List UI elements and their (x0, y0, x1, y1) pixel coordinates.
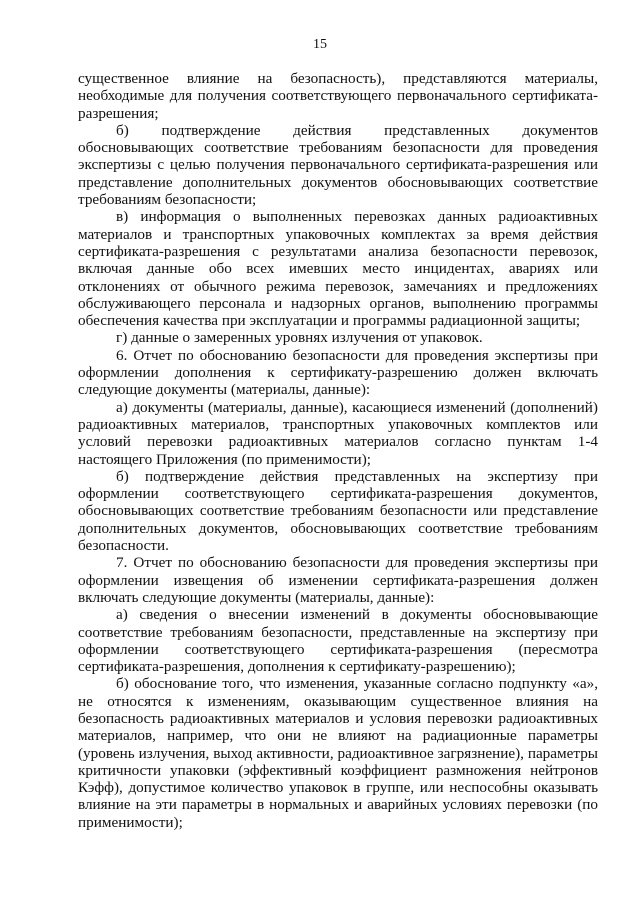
paragraph: г) данные о замеренных уровнях излучения от упаковок. (116, 329, 483, 347)
paragraph: б) подтверждение действия представленных на экспертизу при оформлении соответствующего сертификата-разрешения документов, обосновывающих соответствие требованиям безопасности или представление дополнительных документов, обосновывающих соответствие требованиям безопасности. (78, 467, 598, 555)
paragraph: существенное влияние на безопасность), представляются материалы, необходимые для получения соответствующего первоначального сертификата-разрешения; (78, 70, 598, 122)
paragraph: 6. Отчет по обоснованию безопасности для проведения экспертизы при оформлении дополнения к сертификату-разрешению должен включать следующие документы (материалы, данные): (78, 346, 598, 399)
paragraph: б) обоснование того, что изменения, указанные согласно подпункту «а», не относятся к изменениям, оказывающим существенное влияния на безопасность радиоактивных материалов и условия перевозки радиоактивных материалов, например, что они не влияют на радиационные параметры (уровень излучения, выход активности, радиоактивное загрязнение), параметры критичности упаковки (эффективный коэффициент размножения нейтронов Кэфф), допустимое количество упаковок в группе, или неспособны оказывать влияние на эти параметры в нормальных и аварийных условиях перевозки (по применимости); (78, 675, 598, 831)
paragraph: б) подтверждение действия представленных документов обосновывающих соответствие требованиям безопасности для проведения экспертизы с целью получения первоначального сертификата-разрешения или представление дополнительных документов обосновывающих соответствие требованиям безопасности; (78, 121, 598, 209)
paragraph: 7. Отчет по обоснованию безопасности для проведения экспертизы при оформлении извещения об изменении сертификата-разрешения должен включать следующие документы (материалы, данные): (78, 554, 598, 606)
page-number: 15 (313, 37, 327, 52)
paragraph: а) сведения о внесении изменений в документы обосновывающие соответствие требованиям безопасности, представленные на экспертизу при оформлении соответствующего сертификата-разрешения (пересмотра сертификата-разрешения, дополнения к сертификату-разрешению); (78, 606, 598, 676)
document-body (78, 70, 598, 831)
paragraph: а) документы (материалы, данные), касающиеся изменений (дополнений) радиоактивных материалов, транспортных упаковочных комплектов или условий перевозки радиоактивных материалов согласно пунктам 1-4 настоящего Приложения (по применимости); (78, 398, 598, 468)
paragraph: в) информация о выполненных перевозках данных радиоактивных материалов и транспортных упаковочных комплектах за время действия сертификата-разрешения с результатами анализа безопасности перевозок, включая данные обо всех имевших место инцидентах, авариях или отклонениях от обычного режима перевозок, замечаниях и предложениях обслуживающего персонала и надзорных органов, выполнению программы обеспечения качества при эксплуатации и программы радиационной защиты; (78, 208, 598, 330)
